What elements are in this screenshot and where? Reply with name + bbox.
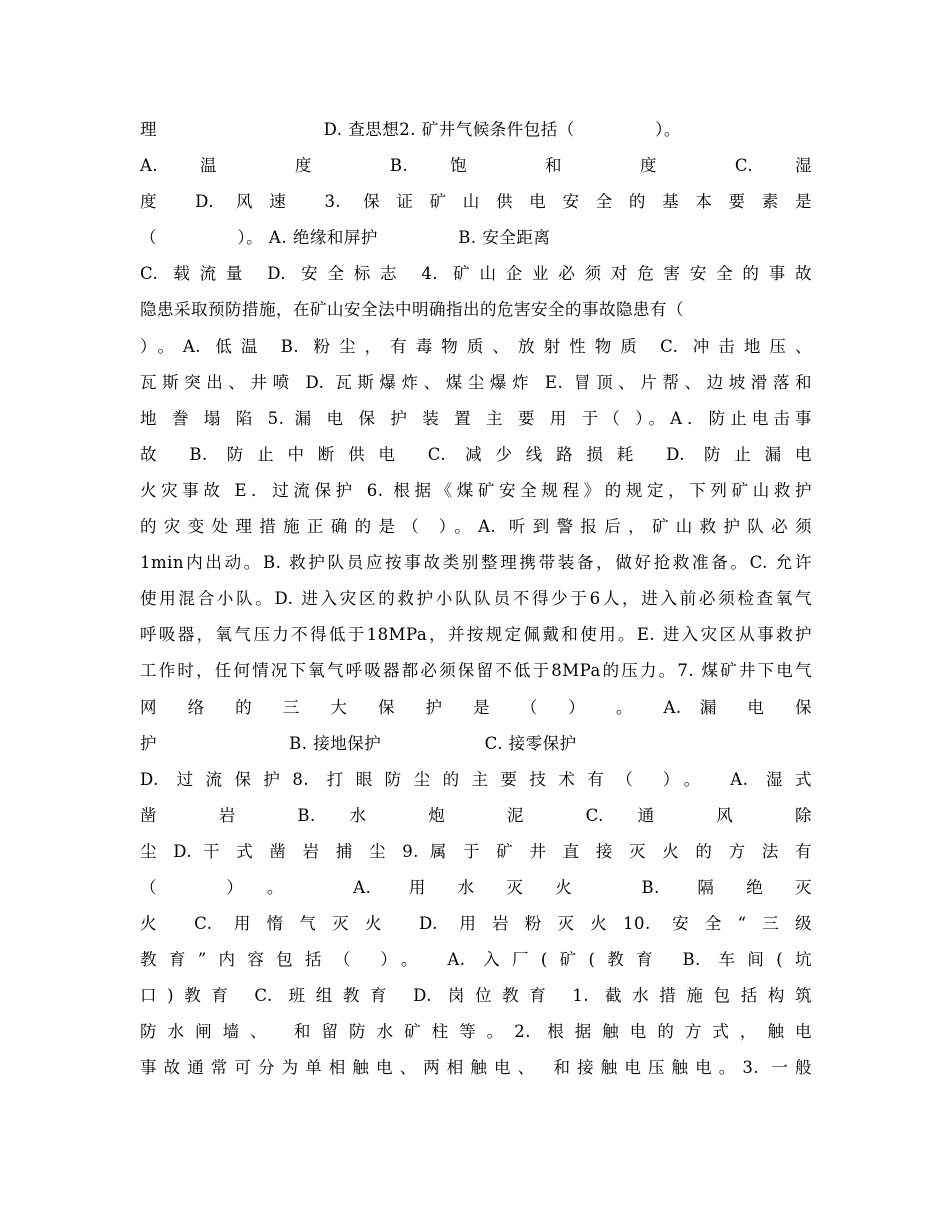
text-line: 使用混合小队。D. 进入灾区的救护小队队员不得少于6人，进入前必须检查氧气 xyxy=(140,589,812,609)
text-line: 1min内出动。B. 救护队员应按事故类别整理携带装备，做好抢救准备。C. 允许 xyxy=(140,553,812,573)
text-line: C. 载流量 D. 安全标志 4. 矿山企业必须对危害安全的事故 xyxy=(140,264,812,284)
text-line: 呼吸器，氧气压力不得低于18MPa，并按规定佩戴和使用。E. 进入灾区从事救护 xyxy=(140,625,812,645)
text-line: 教育”内容包括（ ）。 A. 入厂(矿(教育 B. 车间(坑 xyxy=(140,950,812,970)
text-line: 地 誊 塌 陷 5. 漏 电 保 护 装 置 主 要 用 于（ ）。A．防止电击事 xyxy=(140,408,812,428)
text-line: 网 络 的 三 大 保 护 是 （ ） 。 A. 漏 电 保 xyxy=(140,697,812,717)
text-line: 度 D. 风速 3. 保证矿山供电安全的基本要素是 xyxy=(140,192,812,212)
text-line: 口)教育 C. 班组教育 D. 岗位教育 1. 截水措施包括构筑 xyxy=(140,986,812,1006)
text-line: 防水闸墙、 和留防水矿柱等。2. 根据触电的方式，触电 xyxy=(140,1022,812,1042)
text-line: 理 D. 查思想2. 矿井气候条件包括（ ）。 xyxy=(140,120,681,139)
text-line: 瓦斯突出、井喷 D. 瓦斯爆炸、煤尘爆炸 E. 冒顶、片帮、边坡滑落和 xyxy=(140,372,812,392)
text-line: 故 B. 防止中断供电 C. 减少线路损耗 D. 防止漏电 xyxy=(140,444,812,464)
text-line: 的灾变处理措施正确的是（ ）。A. 听到警报后，矿山救护队必须 xyxy=(140,517,812,537)
text-line: D. 过流保护8. 打眼防尘的主要技术有（ ）。 A. 湿式 xyxy=(140,769,812,789)
text-line: 火 C. 用惰气灭火 D. 用岩粉灭火10. 安全“三级 xyxy=(140,914,812,934)
text-line: 凿 岩 B. 水 炮 泥 C. 通 风 除 xyxy=(140,805,812,825)
text-line: 隐患采取预防措施，在矿山安全法中明确指出的危害安全的事故隐患有（ xyxy=(140,300,684,320)
text-line: 火灾事故 E．过流保护 6. 根据《煤矿安全规程》的规定，下列矿山救护 xyxy=(140,480,812,500)
text-line: 护 B. 接地保护 C. 接零保护 xyxy=(140,733,577,753)
text-line: （ ）。 A. 绝缘和屏护 B. 安全距离 xyxy=(140,228,551,248)
text-line: 工作时，任何情况下氧气呼吸器都必须保留不低于8MPa的压力。7. 煤矿井下电气 xyxy=(140,661,812,681)
question-text-block xyxy=(140,112,812,1087)
text-line: A. 温 度 B. 饱 和 度 C. 湿 xyxy=(140,156,812,176)
text-line: （ ）。 A. 用水灭火 B. 隔绝灭 xyxy=(140,877,812,897)
text-line: 事故通常可分为单相触电、两相触电、 和接触电压触电。3. 一般 xyxy=(140,1058,812,1078)
text-line: ）。A. 低温 B. 粉尘，有毒物质、放射性物质 C. 冲击地压、 xyxy=(140,336,812,356)
text-line: 尘 D. 干 式 凿 岩 捕 尘 9. 属 于 矿 井 直 接 灭 火 的 方 法 有 xyxy=(140,841,812,861)
